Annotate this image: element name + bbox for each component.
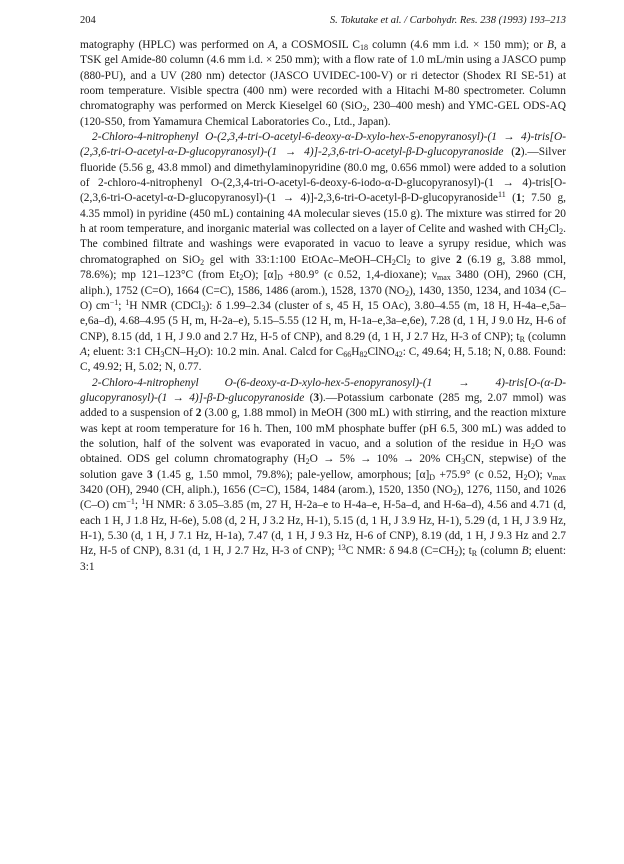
text-run: R — [519, 334, 525, 344]
text-run: −1 — [126, 497, 135, 507]
text-run: 2 — [406, 257, 411, 267]
text-run: ; — [134, 499, 142, 512]
text-run: 2 — [239, 273, 244, 283]
text-run: B — [547, 39, 554, 51]
text-run: ), 1430, 1350, 1234, and 1034 (C–O) cm — [80, 284, 566, 312]
text-run: 1 — [125, 297, 130, 307]
text-run: 2 — [452, 487, 457, 497]
text-run: (3.00 g, 1.88 mmol) in MeOH (300 mL) with stirring, and the reaction mixture was kept at room temperature for 16 h. Then, 100 mM phosphate buffer (pH 6.5, 300 mL) was added to the solution, half of the solvent was evaporated in vacuo, and a solution of the residue in H — [80, 407, 567, 450]
text-run: column (4.6 mm i.d. × 150 mm); or — [368, 39, 548, 51]
text-run: A — [80, 345, 87, 358]
text-run: max — [552, 472, 566, 482]
text-run: 2 — [523, 472, 528, 482]
text-run: max — [437, 273, 451, 283]
text-run: 42 — [394, 349, 403, 359]
text-run: (6.19 g, 3.88 mmol, 78.6%); mp 121–123°C (from Et — [80, 253, 566, 282]
text-run: 2 — [200, 257, 205, 267]
text-run: 2 — [305, 457, 310, 467]
text-run: 2 — [362, 104, 367, 114]
text-run: (column — [524, 330, 566, 343]
text-run: ): δ 1.99–2.34 (cluster of s, 45 H, 15 OAc), 3.80–4.55 (m, 18 H, H-4a–e,5a–e,6a–d), 4.68–4.95 (5 H, m, H-2a–e), 5.15–5.55 (12 H, m, H-1a–e,3a–e,6e), 7.28 (d, 1 H, J 9.0 Hz, H-6 of CNP), 8.15 (dd, 1 H, J 9.0 and 2.7 Hz, H-5 of CNP), and 8.29 (d, 1 H, J 2.7 Hz, H-3 of CNP); t — [80, 299, 566, 343]
text-run: ; eluent: 3:1 CH — [86, 345, 161, 358]
article-body — [80, 38, 566, 575]
text-run: Cl — [548, 223, 560, 236]
text-run: 1 — [141, 497, 146, 507]
text-run: 3420 (OH), 2940 (CH, aliph.), 1656 (C=C), 1584, 1484 (arom.), 1520, 1350 (NO — [80, 483, 453, 496]
text-run: 2 — [515, 146, 521, 159]
text-run: H NMR: δ 3.05–3.85 (m, 27 H, H-2a–e to H-4a–e, H-5a–d, and H-6a–d), 4.56 and 4.71 (d, each 1 H, J 1.8 Hz, H-6e), 5.08 (d, 2 H, J 3.2 Hz, H-1), 5.15 (d, 1 H, J 3.9 Hz, H-1), 5.29 (d, 1 H, J 3.9 Hz, H-1), 5.30 (d, 1 H, J 7.1 Hz, H-1a), 7.47 (d, 1 H, J 9.3 Hz, H-6 of CNP), 8.19 (dd, 1 H, J 9.3 Hz and 2.7 Hz, H-5 of CNP), 8.31 (d, 1 H, J 2.7 Hz, H-3 of CNP); — [80, 499, 566, 558]
paragraph-compound-3-synthesis — [80, 376, 566, 575]
text-run: Cl — [395, 253, 407, 266]
text-run: ; — [118, 299, 126, 312]
text-run: (column — [477, 545, 522, 558]
paragraph-compound-2-synthesis — [80, 130, 566, 376]
text-run: 3 — [461, 457, 466, 467]
text-run: 2 — [544, 227, 549, 237]
text-run: +80.9° (c 0.52, 1,4-dioxane); ν — [282, 269, 438, 282]
text-run: ( — [505, 192, 516, 205]
text-run: H NMR (CDCl — [129, 299, 202, 312]
text-run: CN–H — [164, 345, 195, 358]
text-run: , 230–400 mesh) and YMC-GEL ODS-AQ (120-S50, from Yamamura Chemical Laboratories Co., Ltd., Japan). — [80, 100, 566, 128]
text-run: H — [351, 345, 360, 358]
text-run: A — [268, 39, 276, 51]
text-run: 3 — [201, 303, 206, 313]
text-run: to give — [410, 253, 457, 266]
text-run: 3 — [313, 391, 320, 404]
text-run: ; eluent: 3:1 — [80, 545, 566, 573]
text-run: 82 — [359, 349, 368, 359]
text-run: O): 10.2 min. Anal. Calcd for C — [198, 345, 344, 358]
text-run: ( — [503, 146, 516, 159]
text-run: 2-Chloro-4-nitrophenyl O-(2,3,4-tri-O-acetyl-6-deoxy-α-D-xylo-hex-5-enopyranosyl)-(1 → 4)-tris[O-(2,3,6-tri-O-acetyl-α-D-glucopyranosyl)-(1 → 4)]-2,3,6-tri-O-acetyl-β-D-glucopyranoside — [80, 131, 566, 159]
text-run: C NMR: δ 94.8 (C=CH — [345, 545, 455, 558]
text-run: 18 — [360, 43, 369, 52]
text-run: 2-Chloro-4-nitrophenyl O-(6-deoxy-α-D-xylo-hex-5-enopyranosyl)-(1 → 4)-tris[O-(α-D-glucopyranosyl)-(1 → 4)]-β-D-glucopyranoside — [80, 376, 566, 404]
paragraph-experimental-methods — [80, 38, 566, 130]
text-run: ClNO — [367, 345, 395, 358]
text-run: ).—Silver fluoride (5.56 g, 43.8 mmol) and dimethylaminopyridine (80.0 mg, 0.656 mmol) were added to a solution of 2-chloro-4-nitrophenyl O-(2,3,4-tri-O-acetyl-6-deoxy-6-iodo-α-D-glucopyranosyl)-(1 → 4)-tris[O-(2,3,6-tri-O-acetyl-α-D-glucopyranosyl)-(1 → 4)]-2,3,6-tri-O-acetyl-β-D-glucopyranoside — [80, 146, 566, 205]
text-run: ), 1276, 1150, and 1026 (C–O) cm — [80, 483, 566, 512]
text-run: gel with 33:1:100 EtOAc–MeOH–CH — [204, 253, 392, 266]
text-run: D — [277, 273, 283, 283]
text-run: 66 — [343, 349, 352, 359]
text-run: : C, 49.64; H, 5.18; N, 0.88. Found: C, 49.92; H, 5.02; N, 0.77. — [80, 345, 566, 374]
text-run: 11 — [498, 190, 506, 200]
text-run: B — [521, 545, 529, 558]
text-run: (1.45 g, 1.50 mmol, 79.8%); pale-yellow, amorphous; [α] — [152, 468, 430, 481]
text-run: 2 — [559, 227, 564, 237]
text-run: ; 7.50 g, 4.35 mmol) in pyridine (450 mL) containing 4A molecular sieves (15.0 g). The mixture was stirred for 20 h at room temperature, and inorganic material was collected on a layer of Celite and washed with CH — [80, 192, 566, 236]
text-run: 2 — [531, 441, 536, 451]
text-run: 3 — [160, 349, 165, 359]
text-run: 2 — [391, 257, 396, 267]
text-run: O); ν — [527, 468, 553, 481]
text-run: 2 — [404, 288, 409, 298]
page-number: 204 — [80, 15, 96, 26]
text-run: ).—Potassium carbonate (285 mg, 2.07 mmol) was added to a suspension of — [80, 391, 566, 420]
text-run: −1 — [109, 297, 119, 307]
running-head: S. Tokutake et al. / Carbohydr. Res. 238 (1993) 193–213 — [329, 15, 566, 26]
text-run: +75.9° (c 0.52, H — [435, 468, 524, 481]
text-run: matography (HPLC) was performed on — [80, 39, 269, 51]
text-run: , a COSMOSIL C — [275, 39, 361, 51]
text-run: 2 — [454, 549, 459, 559]
text-run: 1 — [515, 192, 522, 205]
text-run: CN, stepwise) of the solution gave — [80, 453, 567, 481]
text-run: ); t — [458, 545, 472, 558]
text-run: , a TSK gel Amide-80 column (4.6 mm i.d. × 250 mm); with a flow rate of 1.0 mL/min using a JASCO pump (880-PU), and a UV (280 nm) detector (JASCO UVIDEC-100-V) or ri detector (Shodex RI SE-51) at room temperature. Visible spectra (400 nm) were recorded with a Hitachi M-80 spectrometer. Column chromatography was performed on Merck Kieselgel 60 (SiO — [80, 39, 566, 113]
text-run: 2 — [195, 407, 202, 420]
text-run: 3 — [147, 468, 153, 481]
text-run: ( — [304, 391, 314, 404]
text-run: 13 — [337, 543, 346, 553]
text-run: O); [α] — [243, 269, 278, 282]
text-run: D — [429, 472, 436, 482]
text-run: R — [471, 549, 478, 559]
text-run: 2 — [194, 349, 199, 359]
text-run: . The combined filtrate and washings were evaporated in vacuo to leave a syrupy residue, which was chromatographed on SiO — [80, 223, 566, 266]
text-run: O was obtained. ODS gel column chromatography (H — [80, 437, 566, 466]
text-run: 2 — [456, 253, 462, 266]
text-run: O → 5% → 10% → 20% CH — [309, 453, 462, 466]
text-run: 3480 (OH), 2960 (CH, aliph.), 1752 (C=O), 1664 (C=C), 1586, 1486 (arom.), 1528, 1370 (NO — [80, 269, 566, 297]
